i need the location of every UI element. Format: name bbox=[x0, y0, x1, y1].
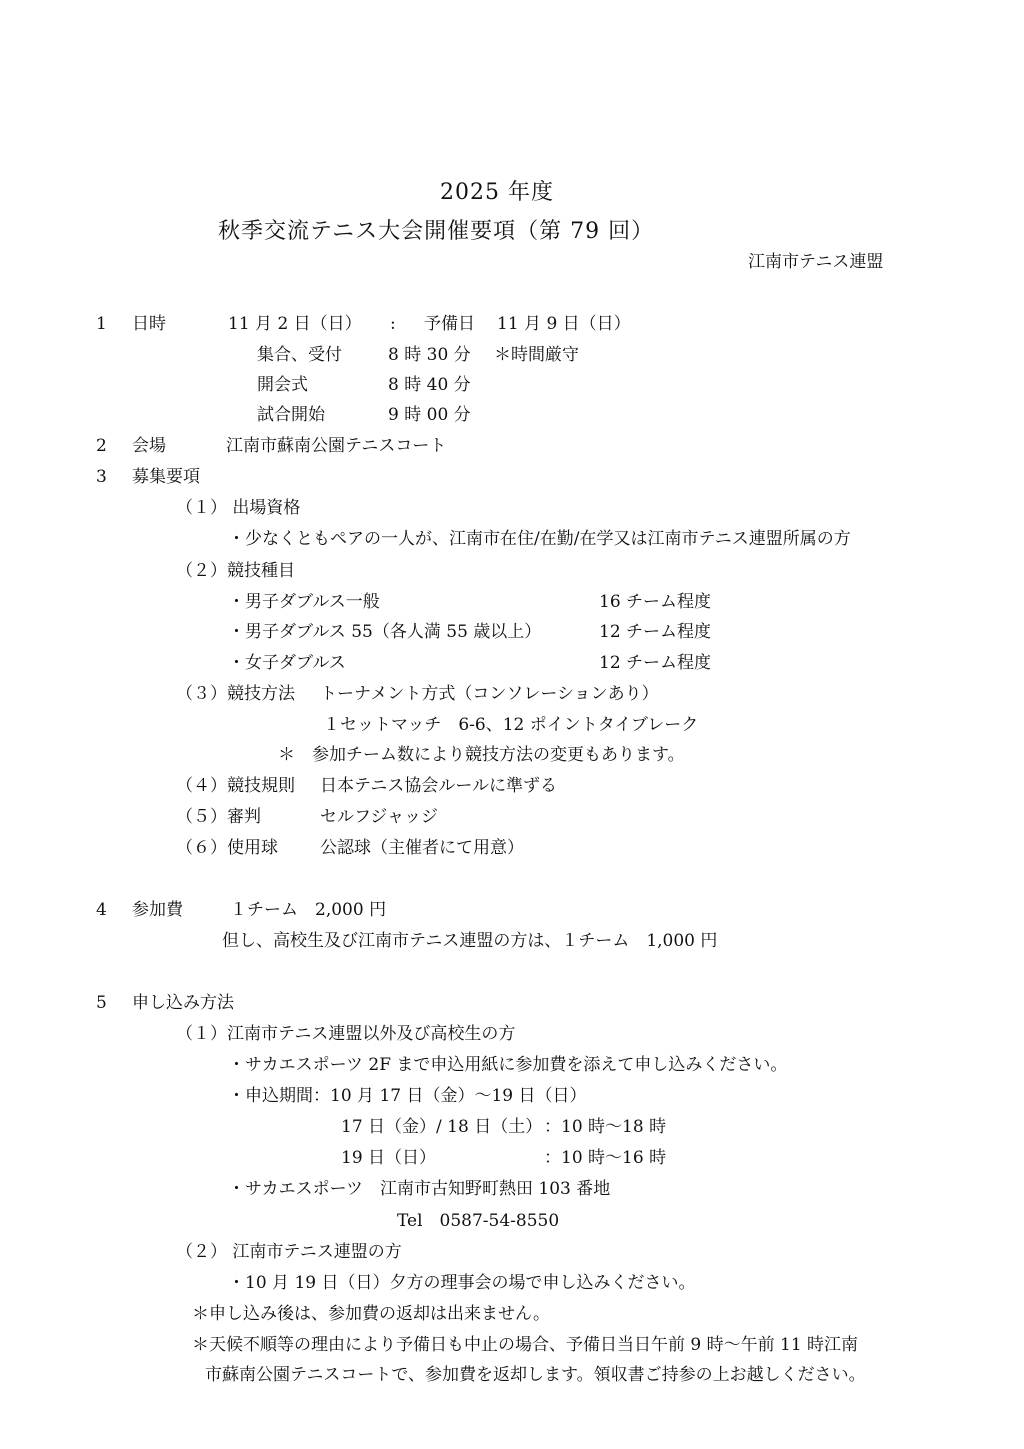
s1-row-label: 試合開始 bbox=[257, 405, 325, 425]
s3-event-count: 16 チーム程度 bbox=[599, 592, 712, 612]
s4-number: 4 bbox=[96, 900, 107, 920]
s3-method-value: トーナメント方式（コンソレーションあり） bbox=[320, 684, 659, 704]
s1-date: 11 月 2 日（日） bbox=[228, 314, 362, 334]
s3-ball-heading: （６）使用球 bbox=[176, 838, 278, 858]
s3-rules-heading: （４）競技規則 bbox=[176, 776, 295, 796]
s5-number: 5 bbox=[96, 993, 107, 1013]
s4-value: １チーム 2,000 円 bbox=[230, 900, 387, 920]
s3-referee-value: セルフジャッジ bbox=[320, 807, 438, 827]
s5-note-refund: ＊申し込み後は、参加費の返却は出来ません。 bbox=[192, 1304, 551, 1324]
s3-event-count: 12 チーム程度 bbox=[599, 653, 712, 673]
s1-row-note: ＊時間厳守 bbox=[494, 345, 579, 365]
s3-method-detail: １セットマッチ 6-6、12 ポイントタイブレーク bbox=[323, 715, 699, 735]
s5-hours-days: 17 日（金）/ 18 日（土） bbox=[341, 1117, 543, 1137]
s1-label: 日時 bbox=[132, 314, 166, 334]
s3-qualification-text: ・少なくともペアの一人が、江南市在住/在勤/在学又は江南市テニス連盟所属の方 bbox=[228, 529, 851, 549]
title-year: 2025 年度 bbox=[440, 180, 554, 205]
s3-event-count: 12 チーム程度 bbox=[599, 622, 712, 642]
s2-number: 2 bbox=[96, 436, 107, 456]
s5-sub1-heading: （１）江南市テニス連盟以外及び高校生の方 bbox=[176, 1024, 516, 1044]
s3-event-name: ・男子ダブルス 55（各人満 55 歳以上） bbox=[228, 622, 542, 642]
s5-sub2-heading: （２） 江南市テニス連盟の方 bbox=[176, 1242, 402, 1262]
s1-separator: : bbox=[390, 314, 396, 334]
s3-event-name: ・女子ダブルス bbox=[228, 653, 346, 673]
s5-note-weather: ＊天候不順等の理由により予備日も中止の場合、予備日当日午前 9 時～午前 11 時江南 bbox=[192, 1335, 859, 1355]
s1-row-time: 9 時 00 分 bbox=[388, 405, 471, 425]
s1-row-label: 集合、受付 bbox=[257, 345, 342, 365]
s5-label: 申し込み方法 bbox=[132, 993, 234, 1013]
s3-qualification-heading: （１） 出場資格 bbox=[176, 498, 301, 518]
s3-referee-heading: （５）審判 bbox=[176, 807, 261, 827]
s5-note-weather-cont: 市蘇南公園テニスコートで、参加費を返却します。領収書ご持参の上お越しください。 bbox=[205, 1365, 866, 1385]
s5-hours-days: 19 日（日） bbox=[341, 1148, 437, 1168]
s1-row-time: 8 時 40 分 bbox=[388, 375, 471, 395]
s5-sub1-period: ・申込期間：10 月 17 日（金）～19 日（日） bbox=[228, 1086, 587, 1106]
s2-value: 江南市蘇南公園テニスコート bbox=[226, 436, 447, 456]
s1-row-time: 8 時 30 分 bbox=[388, 345, 471, 365]
s4-label: 参加費 bbox=[132, 900, 183, 920]
s1-number: 1 bbox=[96, 314, 107, 334]
s3-method-heading: （３）競技方法 bbox=[176, 684, 295, 704]
s4-note: 但し、高校生及び江南市テニス連盟の方は、１チーム 1,000 円 bbox=[222, 931, 718, 951]
organizer: 江南市テニス連盟 bbox=[748, 252, 884, 272]
s3-number: 3 bbox=[96, 467, 107, 487]
s3-ball-value: 公認球（主催者にて用意） bbox=[320, 838, 524, 858]
s2-label: 会場 bbox=[132, 436, 166, 456]
s5-shop: ・サカエスポーツ 江南市古知野町熱田 103 番地 bbox=[228, 1179, 611, 1199]
s5-sub1-line1: ・サカエスポーツ 2F まで申込用紙に参加費を添えて申し込みください。 bbox=[228, 1055, 788, 1075]
s1-reserve-label: 予備日 bbox=[424, 314, 475, 334]
s3-events-heading: （２）競技種目 bbox=[176, 561, 295, 581]
s5-sub2-line: ・10 月 19 日（日）夕方の理事会の場で申し込みください。 bbox=[228, 1273, 696, 1293]
s3-label: 募集要項 bbox=[132, 467, 200, 487]
s5-hours-time: ：10 時～16 時 bbox=[544, 1148, 667, 1168]
s1-reserve-date: 11 月 9 日（日） bbox=[497, 314, 631, 334]
s5-tel: Tel 0587-54-8550 bbox=[397, 1211, 560, 1231]
s1-row-label: 開会式 bbox=[257, 375, 308, 395]
s5-hours-time: ：10 時～18 時 bbox=[544, 1117, 667, 1137]
title-main: 秋季交流テニス大会開催要項（第 79 回） bbox=[218, 219, 655, 244]
s3-method-note: ＊ 参加チーム数により競技方法の変更もあります。 bbox=[278, 745, 685, 765]
s3-event-name: ・男子ダブルス一般 bbox=[228, 592, 380, 612]
s3-rules-value: 日本テニス協会ルールに準ずる bbox=[320, 776, 557, 796]
